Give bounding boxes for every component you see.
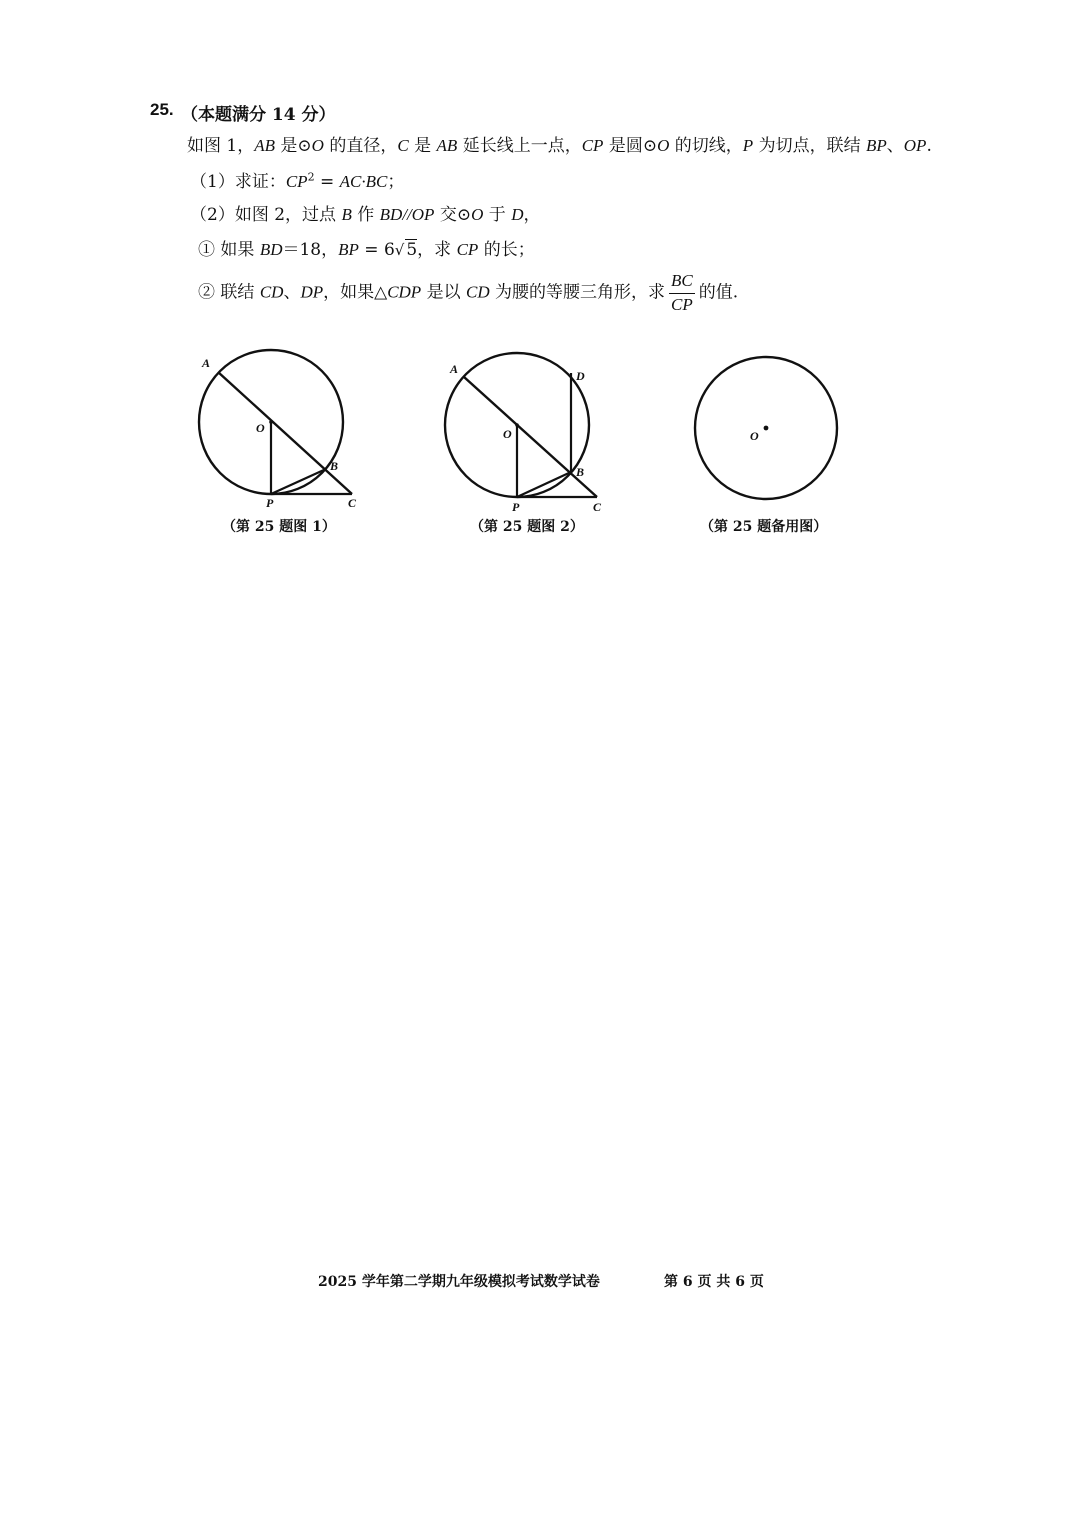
sub1-math: BD bbox=[259, 240, 283, 259]
label-b: B bbox=[576, 465, 585, 479]
sub1-text: 的长； bbox=[478, 240, 535, 260]
label-p: P bbox=[512, 500, 520, 514]
stem-math: AB bbox=[436, 136, 458, 155]
sqrt-sign: √ bbox=[394, 241, 405, 259]
part1-text: = bbox=[314, 172, 340, 192]
part1-math: AC·BC bbox=[339, 172, 388, 191]
part1-text: （1）求证： bbox=[190, 172, 286, 192]
sub1-text: ，求 bbox=[417, 240, 457, 260]
sub1-text: ＝18， bbox=[282, 240, 339, 260]
question-sub-1 bbox=[198, 235, 535, 260]
part2-text: 于 bbox=[483, 205, 512, 225]
stem-math: AB bbox=[254, 136, 276, 155]
part1-exponent: 2 bbox=[307, 170, 315, 184]
sub2-text: ② 联结 bbox=[198, 282, 260, 303]
footer-exam-title: 2025 学年第二学期九年级模拟考试数学试卷 bbox=[318, 1274, 600, 1290]
segment-pb bbox=[517, 472, 571, 497]
sub1-text: = 6 bbox=[358, 240, 395, 260]
label-o: O bbox=[503, 427, 512, 441]
sub2-math: CDP bbox=[387, 282, 422, 302]
part2-text: 作 bbox=[351, 205, 380, 225]
sub1-text: ① 如果 bbox=[198, 240, 260, 260]
part1-text: ； bbox=[387, 172, 405, 192]
part2-math: B bbox=[341, 205, 352, 224]
sub2-text: 的值. bbox=[698, 282, 739, 303]
stem-text: 、 bbox=[886, 136, 904, 156]
stem-text: 的直径， bbox=[323, 136, 398, 156]
question-part-1 bbox=[190, 167, 404, 192]
stem-text: . bbox=[926, 136, 932, 156]
part2-math: O bbox=[471, 205, 484, 224]
stem-math: O bbox=[657, 136, 670, 155]
sub2-math: CD bbox=[466, 282, 490, 302]
label-d: D bbox=[576, 369, 585, 383]
sub1-math: BP bbox=[338, 240, 359, 259]
stem-text: 是⊙ bbox=[275, 136, 312, 156]
question-score: （本题满分 14 分） bbox=[181, 105, 336, 125]
figure-2 bbox=[437, 346, 617, 530]
line-ac bbox=[464, 377, 597, 497]
center-dot bbox=[269, 420, 273, 424]
stem-math: OP bbox=[903, 136, 927, 155]
label-b: B bbox=[330, 459, 339, 473]
label-o: O bbox=[750, 429, 759, 443]
stem-text: 为切点，联结 bbox=[753, 136, 866, 156]
sub2-text: 为腰的等腰三角形，求 bbox=[489, 282, 666, 303]
stem-math: C bbox=[397, 136, 409, 155]
sub2-text: 、 bbox=[283, 282, 301, 303]
figure-3-diagram bbox=[686, 348, 846, 508]
label-a: A bbox=[202, 356, 211, 370]
question-part-2 bbox=[190, 200, 540, 225]
label-a: A bbox=[450, 362, 459, 376]
part1-math: CP bbox=[285, 172, 308, 191]
sub2-math: CD bbox=[259, 282, 284, 302]
footer-page-number: 第 6 页 共 6 页 bbox=[664, 1274, 764, 1290]
fraction-numerator: BC bbox=[669, 272, 695, 294]
fraction-bc-over-cp bbox=[669, 272, 695, 314]
sub2-text: 是以 bbox=[421, 282, 466, 303]
stem-text: 是圆⊙ bbox=[603, 136, 658, 156]
stem-math: P bbox=[742, 136, 754, 155]
question-number: 25. bbox=[150, 100, 174, 119]
label-o: O bbox=[256, 421, 265, 435]
sub1-math: CP bbox=[456, 240, 479, 259]
figure-3 bbox=[686, 348, 846, 512]
stem-text: 如图 1， bbox=[187, 136, 255, 156]
part2-math: BD//OP bbox=[379, 205, 435, 224]
label-c: C bbox=[593, 500, 602, 514]
part2-math: D bbox=[511, 205, 524, 224]
figure-1-diagram bbox=[190, 340, 370, 520]
stem-text: 的切线， bbox=[669, 136, 743, 156]
center-dot bbox=[764, 426, 769, 431]
stem-math: BP bbox=[865, 136, 887, 155]
fraction-denominator: CP bbox=[671, 294, 693, 314]
sqrt-radicand: 5 bbox=[406, 240, 418, 260]
segment-pb bbox=[271, 469, 326, 494]
stem-text: 是 bbox=[408, 136, 437, 156]
center-dot bbox=[515, 423, 519, 427]
stem-math: CP bbox=[581, 136, 604, 155]
figure-2-diagram bbox=[437, 346, 617, 526]
sub2-text: ，如果△ bbox=[323, 282, 388, 303]
label-p: P bbox=[266, 496, 274, 510]
figure-1-caption: （第 25 题图 1） bbox=[222, 519, 336, 535]
question-sub-2 bbox=[198, 272, 738, 314]
stem-math: O bbox=[311, 136, 324, 155]
label-c: C bbox=[348, 496, 357, 510]
stem-text: 延长线上一点， bbox=[457, 136, 582, 156]
figure-1 bbox=[190, 340, 370, 524]
figure-2-caption: （第 25 题图 2） bbox=[470, 519, 584, 535]
sub2-math: DP bbox=[300, 282, 324, 302]
part2-text: ， bbox=[523, 205, 541, 225]
line-ac bbox=[218, 372, 352, 494]
question-stem bbox=[187, 131, 932, 156]
figure-3-caption: （第 25 题备用图） bbox=[700, 519, 828, 535]
part2-text: 交⊙ bbox=[434, 205, 472, 225]
part2-text: （2）如图 2，过点 bbox=[190, 205, 342, 225]
